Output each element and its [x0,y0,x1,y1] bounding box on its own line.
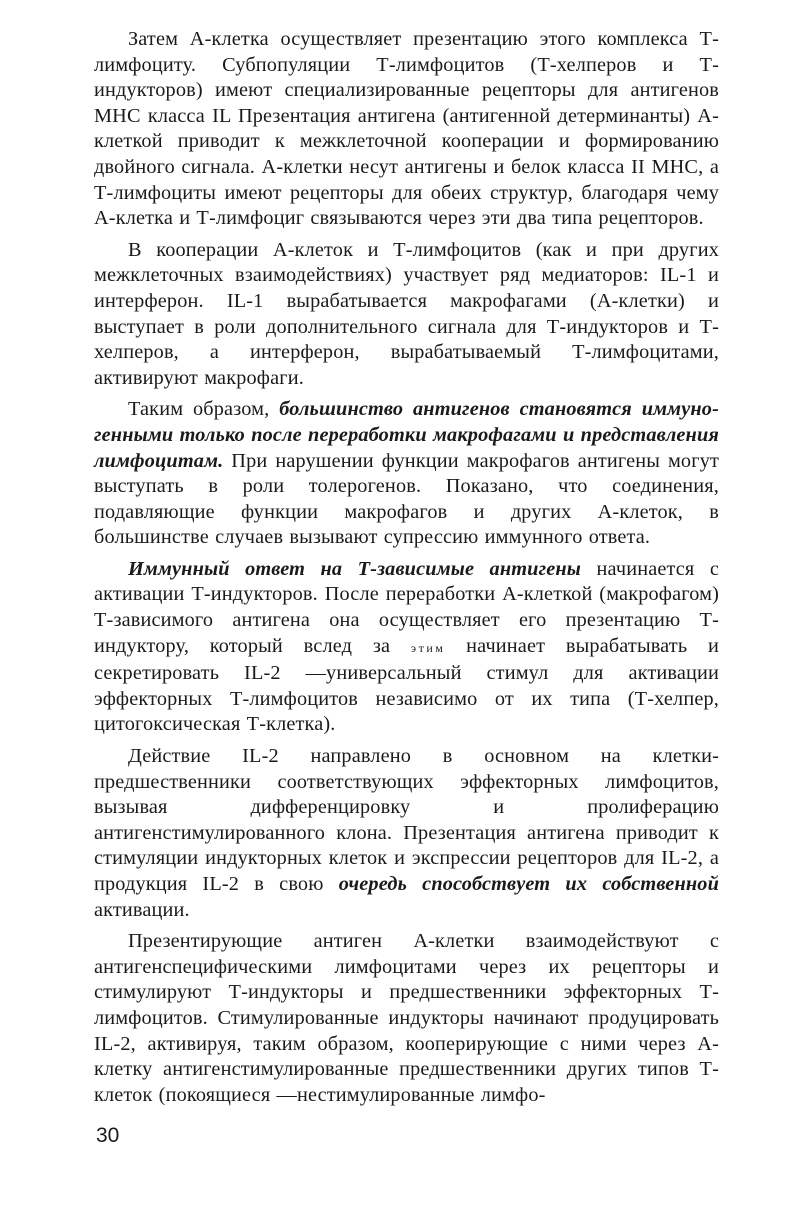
paragraph-1 [94,27,719,232]
paragraph-5-text-a: Действие IL-2 направлено в основном на клетки-предшественники соответствующих эффекторных лимфоцитов, вызывая дифференцировку и пролиферацию антигенстимулированного клона. Презентация антигена приводит к стимуляции индукторных клеток и экспрессии рецепторов для IL-2, а продукция IL-2 в свою [94,745,719,895]
paragraph-4-spaced-word: этим [410,640,446,655]
paragraph-5-emphasis: очередь способствует их собственной [338,873,719,895]
paragraph-5 [94,744,719,923]
paragraph-3-emphasis: большинство антигенов становятся иммуно-генными только после переработки макрофагами и представления лимфоцитам. [94,398,719,472]
page-body [94,27,719,1114]
paragraph-2-text: В кооперации А-клеток и Т-лимфоцитов (как и при других межклеточных взаимодействиях) участвует ряд медиаторов: IL-1 и интерферон. IL-1 вырабатывается макрофагами (А-клетки) и выступает в роли дополнительного сигнала для Т-индукторов и Т-хелперов, а интерферон, вырабатываемый Т-лимфоцитами, активируют макрофаги. [94,238,719,389]
page-number: 30 [96,1124,120,1147]
paragraph-4 [94,557,719,738]
paragraph-3 [94,397,719,551]
paragraph-6-text: Презентирующие антиген А-клетки взаимодействуют с антигенспецифическими лимфоцитами через их рецепторы и стимулируют Т-индукторы и предшественники эффекторных Т-лимфоцитов. Стимулированные индукторы начинают продуцировать IL-2, активируя, таким образом, кооперирующие с ними через А-клетку антигенстимулированные предшественники других типов Т-клеток (покоящиеся —нестимулированные лимфо- [94,930,719,1106]
paragraph-2 [94,238,719,392]
paragraph-3-text-b: При нарушении функции макрофагов антигены могут выступать в роли толерогенов. Показано, что соединения, подавляющие функции макрофагов и других А-клеток, в большинстве случаев вызывают супрессию иммунного ответа. [94,449,719,549]
paragraph-4-text-a: начинается с активации Т-индукторов. После переработки А-клеткой (макрофагом) Т-зависимого антигена она осуществляет его презентацию Т-индуктору, который вслед за [94,557,719,657]
paragraph-1-text: Затем А-клетка осуществляет презентацию этого комплекса Т-лимфоциту. Субпопуляции Т-лимфоцитов (Т-хелперов и Т-индукторов) имеют специализированные рецепторы для антигенов МНС класса IL Презентация антигена (антигенной детерминанты) А-клеткой приводит к межклеточной кооперации и формированию двойного сигнала. А-клетки несут антигены и белок класса II МНС, а Т-лимфоциты имеют рецепторы для обеих структур, благодаря чему А-клетка и Т-лимфоциг связываются через эти два типа рецепторов. [94,28,719,230]
paragraph-6 [94,929,719,1108]
paragraph-4-text-b: начинает вырабатывать и секретировать IL-2 —универсальный стимул для активации эффекторных Т-лимфоцитов независимо от их типа (Т-хелпер, цитогоксическая Т-клетка). [94,634,719,736]
paragraph-3-text-a: Таким образом, [128,398,280,421]
paragraph-5-text-b: активации. [94,898,190,921]
paragraph-4-emphasis: Иммунный ответ на Т-зависимые антигены [128,557,582,580]
